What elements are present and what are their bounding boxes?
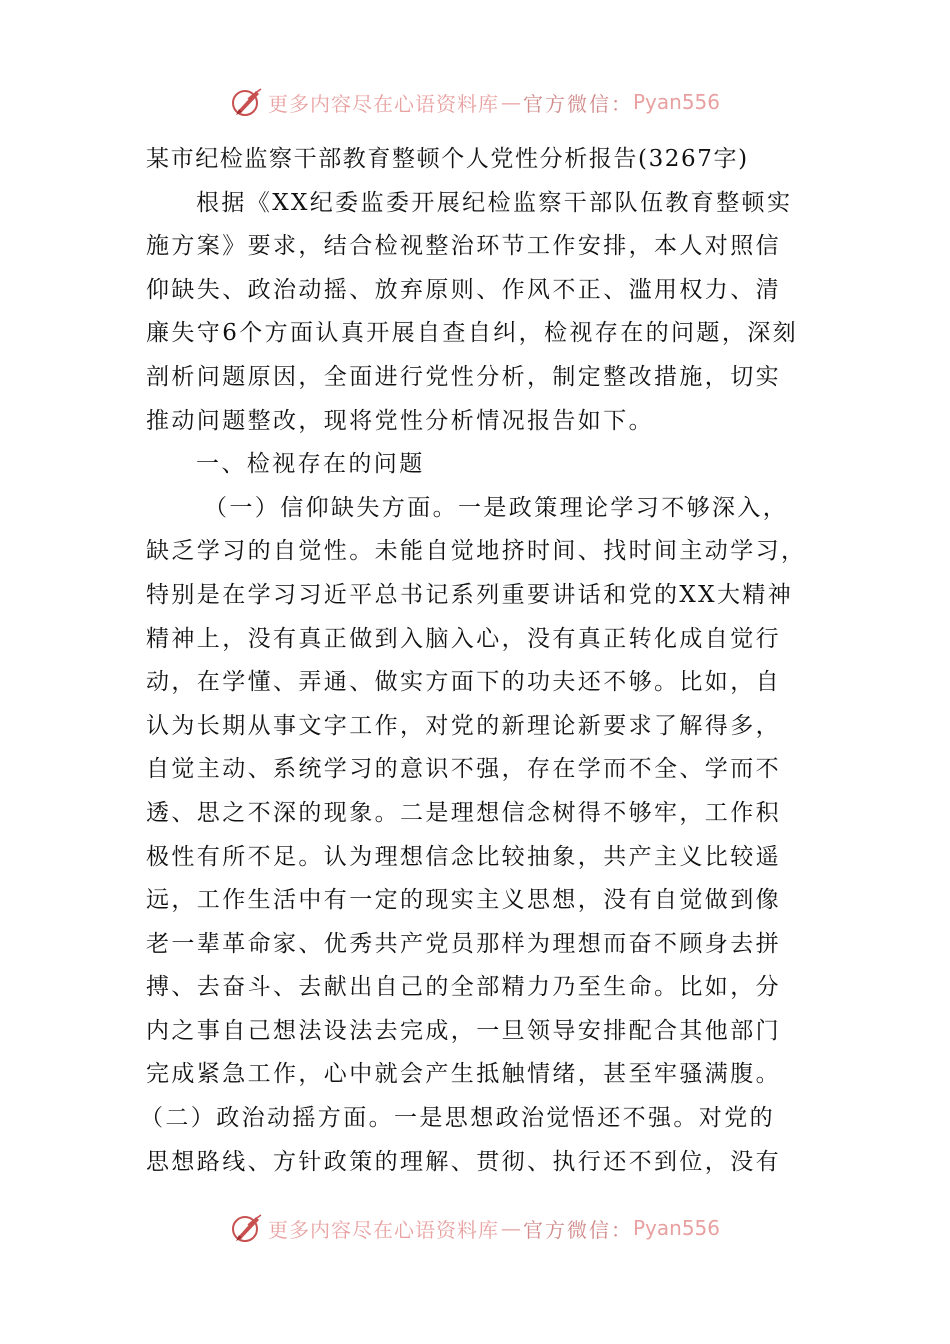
paragraph-line: （二）政治动摇方面。一是思想政治觉悟还不强。对党的 — [140, 1105, 775, 1132]
watermark-banner-top — [0, 82, 950, 122]
paragraph-line: 特别是在学习习近平总书记系列重要讲话和党的XX大精神 — [146, 581, 794, 608]
paragraph-line: 思想路线、方针政策的理解、贯彻、执行还不到位，没有 — [146, 1148, 781, 1175]
paragraph-line: 廉失守6个方面认真开展自查自纠，检视存在的问题，深刻 — [146, 320, 799, 347]
paragraph-line: 完成紧急工作，心中就会产生抵触情绪，甚至牢骚满腹。 — [146, 1061, 781, 1088]
paragraph-line: 仰缺失、政治动摇、放弃原则、作风不正、滥用权力、清 — [146, 276, 781, 303]
paragraph-line: 剖析问题原因，全面进行党性分析，制定整改措施，切实 — [146, 363, 781, 390]
section-heading: 一、检视存在的问题 — [196, 451, 425, 478]
paragraph-line: 极性有所不足。认为理想信念比较抽象，共产主义比较遥 — [146, 843, 781, 870]
paragraph-line: 认为长期从事文字工作，对党的新理论新要求了解得多， — [146, 712, 781, 739]
quill-pen-logo-icon — [230, 85, 264, 119]
watermark-banner-bottom — [0, 1208, 950, 1248]
paragraph-line: 老一辈革命家、优秀共产党员那样为理想而奋不顾身去拼 — [146, 930, 781, 957]
paragraph-line: 施方案》要求，结合检视整治环节工作安排，本人对照信 — [146, 233, 781, 260]
paragraph-line: 精神上，没有真正做到入脑入心，没有真正转化成自觉行 — [146, 625, 781, 652]
watermark-wechat-label: 官方微信： — [522, 91, 633, 116]
watermark-wechat-id: Pyan556 — [632, 1216, 720, 1240]
watermark-brand: 更多内容尽在心语资料库 — [267, 1217, 499, 1242]
paragraph-line: 内之事自己想法设法去完成，一旦领导安排配合其他部门 — [146, 1017, 781, 1044]
watermark-separator: — — [500, 90, 521, 114]
paragraph-line: （一）信仰缺失方面。一是政策理论学习不够深入， — [204, 494, 789, 521]
paragraph-line: 动，在学懂、弄通、做实方面下的功夫还不够。比如，自 — [146, 669, 781, 696]
document-title: 某市纪检监察干部教育整顿个人党性分析报告(3267字) — [146, 146, 749, 172]
watermark-brand: 更多内容尽在心语资料库 — [267, 91, 499, 116]
watermark-wechat-id: Pyan556 — [632, 90, 720, 114]
watermark-separator: — — [500, 1216, 521, 1240]
watermark-wechat-label: 官方微信： — [522, 1217, 633, 1242]
paragraph-line: 透、思之不深的现象。二是理想信念树得不够牢，工作积 — [146, 799, 781, 826]
paragraph-line: 推动问题整改，现将党性分析情况报告如下。 — [146, 407, 654, 434]
paragraph-line: 远，工作生活中有一定的现实主义思想，没有自觉做到像 — [146, 887, 781, 914]
paragraph-line: 根据《XX纪委监委开展纪检监察干部队伍教育整顿实 — [196, 189, 793, 216]
paragraph-line: 缺乏学习的自觉性。未能自觉地挤时间、找时间主动学习， — [146, 538, 807, 565]
paragraph-line: 搏、去奋斗、去献出自己的全部精力乃至生命。比如，分 — [146, 974, 781, 1001]
paragraph-line: 自觉主动、系统学习的意识不强，存在学而不全、学而不 — [146, 756, 781, 783]
quill-pen-logo-icon — [230, 1211, 264, 1245]
document-body — [140, 138, 807, 1184]
